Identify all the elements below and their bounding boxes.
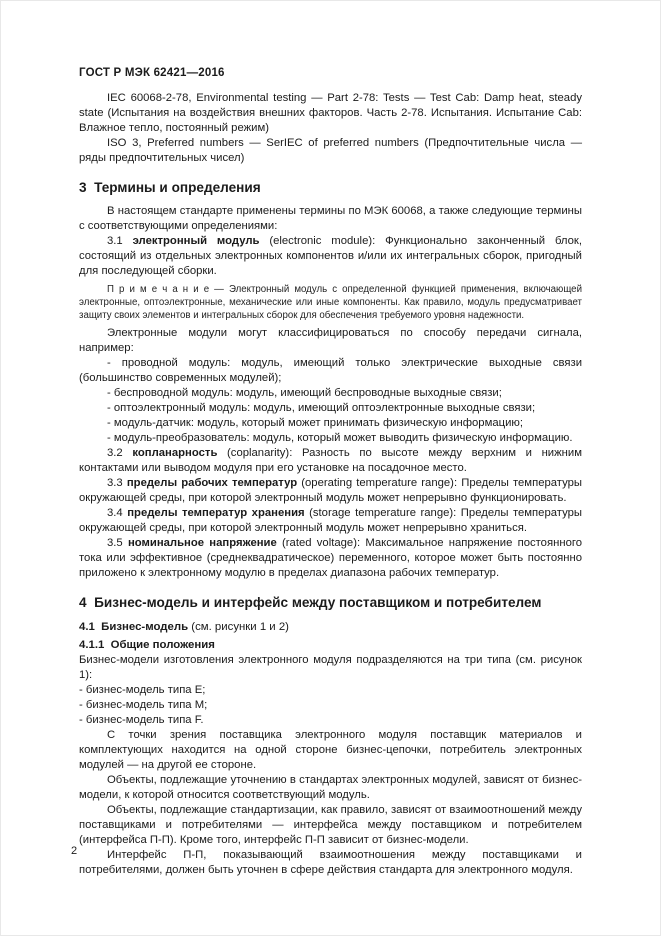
- term-name: пределы рабочих температур: [126, 477, 298, 489]
- section-3-intro: В настоящем стандарте применены термины по МЭК 60068, а также следующие термины с соответствующими определениями:: [79, 205, 582, 232]
- term-definition: (rated voltage): Максимальное напряжение постоянного тока или эффективное (среднеквадратическое) переменного, которое может быть постоянно приложено к электронному модулю в пределах диапазона рабочих температур.: [79, 537, 583, 579]
- business-model-item-f: - бизнес-модель типа F.: [79, 714, 204, 726]
- page-number: 2: [71, 845, 78, 857]
- term-definition: (storage temperature range): Пределы температуры окружающей среды, при которой электронный модуль может непрерывно храниться.: [79, 507, 583, 534]
- classification-item-optoelectronic: - оптоэлектронный модуль: модуль, имеющий оптоэлектронные выходные связи;: [107, 402, 536, 414]
- section-3-heading: 3 Термины и определения: [79, 180, 261, 195]
- reference-iso-3: ISO 3, Preferred numbers — SerIEC of preferred numbers (Предпочтительные числа — ряды предпочтительных чисел): [79, 137, 582, 164]
- term-name: копланарность: [132, 447, 218, 459]
- business-models-intro: Бизнес-модели изготовления электронного модуля подразделяются на три типа (см. рисунок 1):: [79, 654, 582, 681]
- section-4-heading: 4 Бизнес-модель и интерфейс между поставщиком и потребителем: [79, 595, 542, 610]
- term-number: 3.3: [107, 477, 127, 489]
- classification-item-sensor: - модуль-датчик: модуль, который может принимать физическую информацию;: [107, 417, 524, 429]
- term-name: электронный модуль: [132, 235, 260, 247]
- term-number: 3.5: [107, 537, 128, 549]
- term-number: 3.4: [107, 507, 128, 519]
- term-3-2: [79, 446, 582, 476]
- business-model-item-m: - бизнес-модель типа M;: [79, 699, 208, 711]
- paragraph-supplier-chain: С точки зрения поставщика электронного модуля поставщик материалов и комплектующих находится на одной стороне бизнес-цепочки, потребитель электронных модулей — на другой ее стороне.: [79, 729, 582, 771]
- subsection-4-1-suffix: (см. рисунки 1 и 2): [188, 621, 289, 633]
- term-3-4: [79, 506, 582, 536]
- running-header: ГОСТ Р МЭК 62421—2016: [79, 67, 225, 79]
- subsection-4-1-1-heading: 4.1.1 Общие положения: [79, 639, 215, 651]
- term-definition: (coplanarity): Разность по высоте между верхним и нижним контактами или выводом модуля при его установке на посадочное место.: [79, 447, 582, 474]
- reference-iec-60068: IEC 60068-2-78, Environmental testing — Part 2-78: Tests — Test Cab: Damp heat, steady state (Испытания на воздействия внешних факторов. Часть 2-78. Испытания. Испытание Cab: Влажное тепло, постоянный режим): [79, 92, 582, 134]
- term-definition: (operating temperature range): Пределы температуры окружающей среды, при которой электронный модуль может непрерывно функционировать.: [79, 477, 583, 504]
- note-3-1: П р и м е ч а н и е — Электронный модуль с определенной функцией применения, включающей электронные, оптоэлектронные, механические или иные компоненты. Как правило, модуль предусматривает защиту своих элементов и интегральных сборок для обеспечения требуемого уровня надежности.: [79, 284, 582, 321]
- term-3-5: [79, 536, 582, 581]
- classification-item-transducer: - модуль-преобразователь: модуль, который может выводить физическую информацию.: [107, 432, 573, 444]
- term-3-3: [79, 476, 582, 506]
- term-definition: (electronic module): Функционально законченный блок, состоящий из отдельных электронных компонентов и/или их интегральных сборок, пригодный для последующей сборки.: [79, 235, 583, 277]
- term-number: 3.2: [107, 447, 133, 459]
- classification-intro: Электронные модули могут классифицироваться по способу передачи сигнала, например:: [79, 327, 582, 354]
- business-model-item-e: - бизнес-модель типа E;: [79, 684, 206, 696]
- term-name: номинальное напряжение: [127, 537, 277, 549]
- term-3-1: [79, 234, 582, 279]
- paragraph-objects-refinement: Объекты, подлежащие уточнению в стандартах электронных модулей, зависят от бизнес-модели, к которой относится соответствующий модуль.: [79, 774, 582, 801]
- classification-item-wireless: - беспроводной модуль: модуль, имеющий беспроводные выходные связи;: [107, 387, 502, 399]
- classification-item-wired: - проводной модуль: модуль, имеющий только электрические выходные связи (большинство современных модулей);: [79, 357, 582, 384]
- term-name: пределы температур хранения: [127, 507, 305, 519]
- term-number: 3.1: [107, 235, 133, 247]
- subsection-4-1-title: 4.1 Бизнес-модель: [79, 621, 189, 633]
- subsection-4-1-heading: [79, 620, 582, 635]
- paragraph-objects-standardization: Объекты, подлежащие стандартизации, как правило, зависят от взаимоотношений между поставщиками и потребителями — интерфейса между поставщиком и потребителем (интерфейса П-П). Кроме того, интерфейс П-П зависит от бизнес-модели.: [79, 804, 582, 846]
- paragraph-interface: Интерфейс П-П, показывающий взаимоотношения между поставщиками и потребителями, должен быть уточнен в сфере действия стандарта для электронного модуля.: [79, 849, 582, 876]
